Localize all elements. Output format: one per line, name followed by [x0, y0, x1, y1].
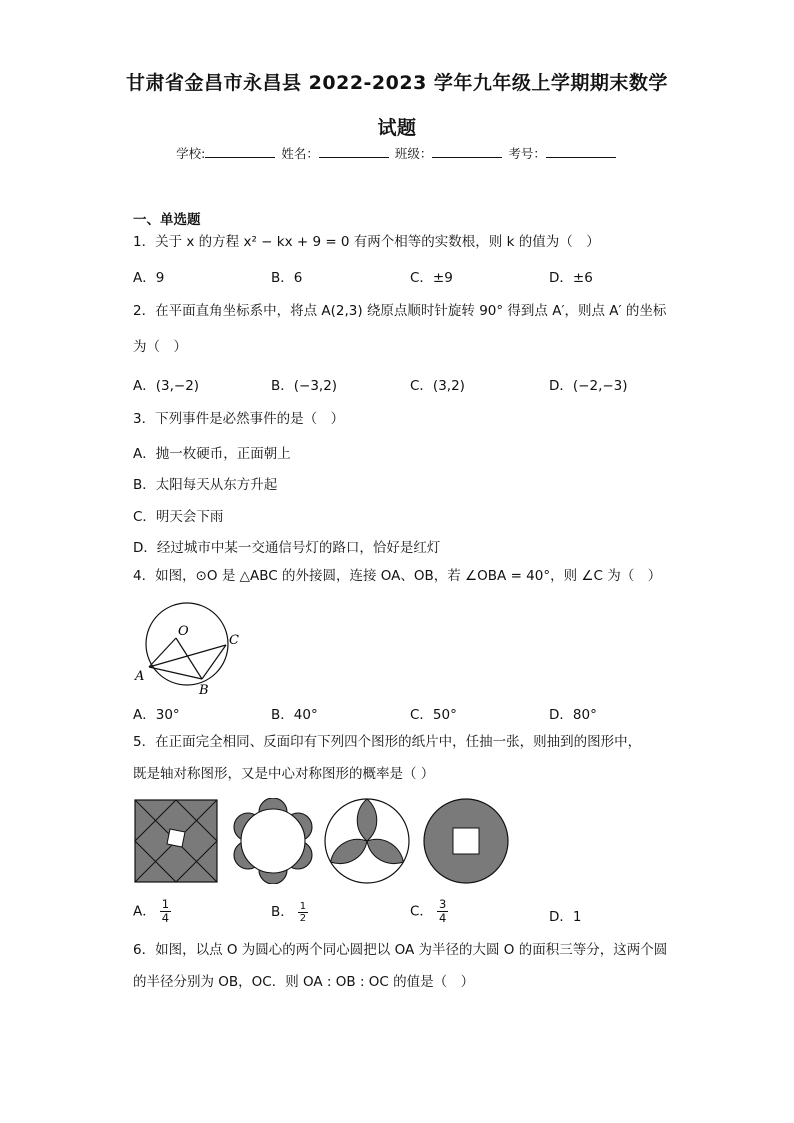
exam-number-label: 考号：: [508, 146, 546, 161]
q3-option-c: C．明天会下雨: [133, 509, 224, 525]
name-blank: [319, 145, 389, 158]
q3-option-a: A．抛一枚硬币，正面朝上: [133, 446, 291, 462]
q4-option-a: A．30°: [133, 707, 180, 723]
q5-option-b-label: B．: [271, 904, 294, 920]
question-6-line1: 6．如图，以点 O 为圆心的两个同心圆把以 OA 为半径的大圆 O 的面积三等分，这两个圆: [133, 942, 668, 958]
q5-option-c-label: C．: [410, 903, 433, 920]
q2-option-c: C．(3,2): [410, 378, 465, 394]
class-blank: [432, 145, 502, 158]
q5-option-c-fraction: [437, 898, 448, 925]
q2-option-d: D．(−2,−3): [549, 378, 628, 394]
q5-option-a-fraction: [160, 898, 171, 925]
q5-option-b-numerator: 1: [299, 900, 307, 912]
question-6-line2: 的半径分别为 OB，OC．则 OA : OB : OC 的值是（ ）: [133, 974, 475, 990]
q2-option-b: B．(−3,2): [271, 378, 338, 394]
label-c: C: [229, 633, 239, 648]
question-5-line1: 5．在正面完全相同、反面印有下列四个图形的纸片中，任抽一张，则抽到的图形中，: [133, 734, 642, 750]
section-title: 一、单选题: [133, 212, 201, 228]
exam-title-line1: 甘肃省金昌市永昌县 2022-2023 学年九年级上学期期末数学: [126, 72, 668, 94]
q5-figure-coin: [422, 797, 510, 885]
exam-number-blank: [546, 145, 616, 158]
school-blank: [205, 145, 275, 158]
q1-option-c: C．±9: [410, 270, 453, 286]
q4-option-d: D．80°: [549, 707, 597, 723]
q3-option-b: B．太阳每天从东方升起: [133, 477, 278, 493]
exam-title-line2: 试题: [377, 117, 417, 139]
q4-option-b: B．40°: [271, 707, 318, 723]
student-info-line: [0, 144, 794, 162]
q5-option-b-denominator: 2: [299, 912, 307, 924]
circumcircle: [146, 603, 228, 685]
segment-ab: [149, 667, 202, 679]
label-a: A: [135, 669, 145, 684]
q5-option-b-fraction: [298, 901, 308, 924]
q1-option-d: D．±6: [549, 270, 593, 286]
q5-option-a-numerator: 1: [161, 897, 170, 911]
school-label: 学校:: [176, 146, 206, 161]
q5-option-a: [133, 898, 171, 925]
question-3-text: 3．下列事件是必然事件的是（ ）: [133, 411, 345, 427]
question-2-line1: 2．在平面直角坐标系中，将点 A(2,3) 绕原点顺时针旋转 90° 得到点 A′，则点 A′ 的坐标: [133, 303, 667, 319]
q5-option-c-denominator: 4: [438, 911, 447, 925]
question-2-line2: 为（ ）: [133, 339, 187, 355]
class-label: 班级：: [394, 146, 433, 161]
q1-option-b: B．6: [271, 270, 303, 286]
q5-option-d: D．1: [549, 909, 582, 925]
q5-figure-square-pinwheel: [134, 799, 218, 883]
q4-circle-figure: [130, 602, 260, 700]
q5-figure-three-blades: [323, 797, 411, 885]
q1-option-a: A．9: [133, 270, 165, 286]
label-o: O: [178, 624, 189, 639]
q5-figure-flower: [230, 798, 316, 884]
segment-ac: [149, 645, 226, 667]
label-b: B: [199, 683, 209, 698]
q4-option-c: C．50°: [410, 707, 457, 723]
question-4-text: 4．如图，⊙O 是 △ABC 的外接圆，连接 OA、OB，若 ∠OBA = 40°，则 ∠C 为（ ）: [133, 568, 662, 584]
name-label: 姓名：: [281, 146, 319, 161]
q2-option-a: A．(3,−2): [133, 378, 200, 394]
segment-bc: [202, 645, 226, 679]
q3-option-d: D．经过城市中某一交通信号灯的路口，恰好是红灯: [133, 540, 441, 556]
question-5-line2: 既是轴对称图形，又是中心对称图形的概率是（ ）: [133, 766, 435, 782]
q5-option-a-denominator: 4: [161, 911, 170, 925]
q5-option-c: [410, 898, 448, 925]
q5-option-b: [271, 900, 308, 924]
q5-option-a-label: A．: [133, 903, 156, 920]
q5-option-c-numerator: 3: [438, 897, 447, 911]
question-1-text: 1．关于 x 的方程 x² − kx + 9 = 0 有两个相等的实数根，则 k 的值为（ ）: [133, 234, 600, 250]
